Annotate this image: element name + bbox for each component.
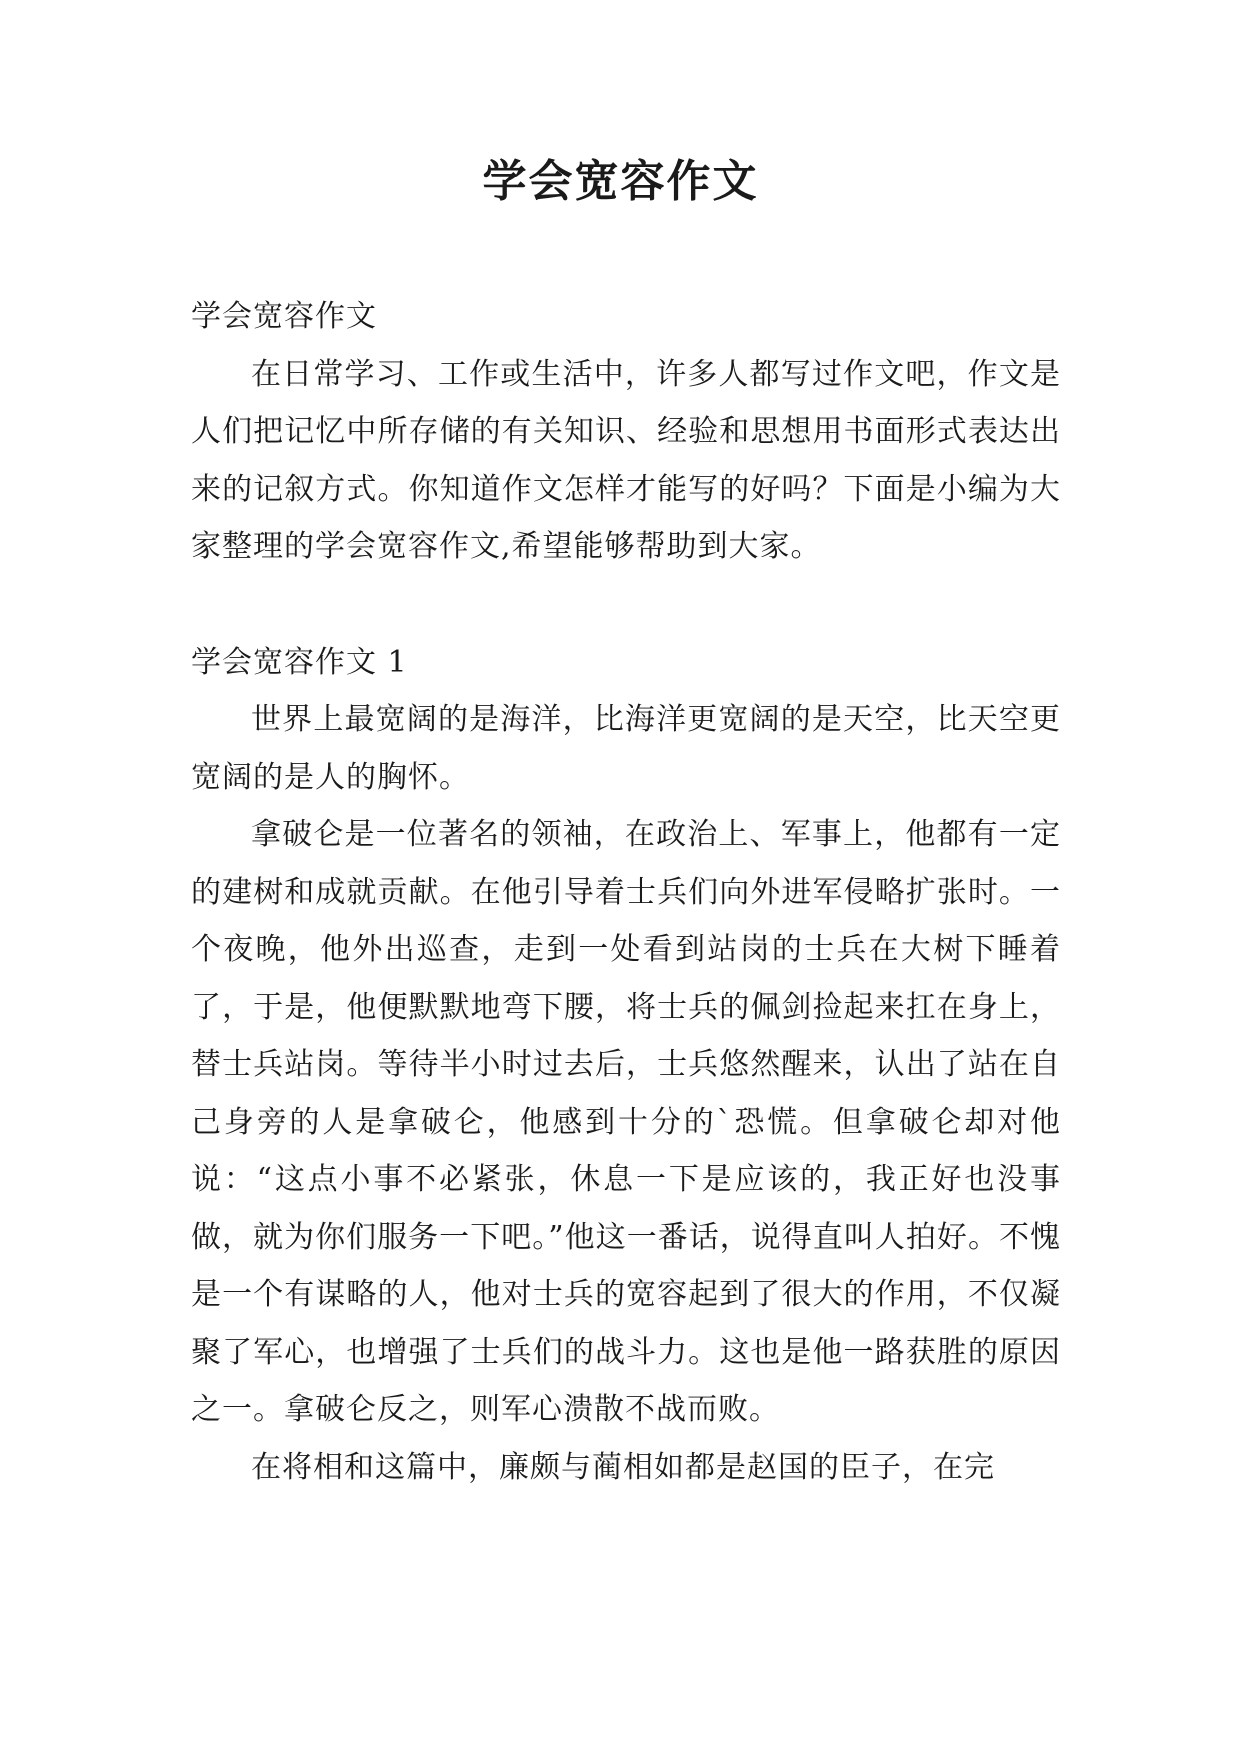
section-heading: 学会宽容作文 1 <box>191 644 408 680</box>
document-title: 学会宽容作文 <box>482 156 759 207</box>
document-body <box>191 288 1061 1496</box>
body-paragraph: 在将相和这篇中，廉颇与蔺相如都是赵国的臣子，在完 <box>251 1449 995 1485</box>
body-paragraph: 拿破仑是一位著名的领袖，在政治上、军事上，他都有一定的建树和成就贡献。在他引导着士兵们向外进军侵略扩张时。一个夜晚，他外出巡查，走到一处看到站岗的士兵在大树下睡着了，于是，他便默默地弯下腰，将士兵的佩剑捡起来扛在身上，替士兵站岗。等待半小时过去后，士兵悠然醒来，认出了站在自己身旁的人是拿破仑，他感到十分的`恐慌。但拿破仑却对他说：“这点小事不必紧张，休息一下是应该的，我正好也没事做，就为你们服务一下吧。”他这一番话，说得直叫人拍好。不愧是一个有谋略的人，他对士兵的宽容起到了很大的作用，不仅凝聚了军心，也增强了士兵们的战斗力。这也是他一路获胜的原因之一。拿破仑反之，则军心溃散不战而败。 <box>191 817 1061 1427</box>
intro-heading: 学会宽容作文 <box>191 299 377 334</box>
body-paragraph: 世界上最宽阔的是海洋，比海洋更宽阔的是天空，比天空更宽阔的是人的胸怀。 <box>191 702 1061 795</box>
section-spacer <box>191 576 1061 634</box>
intro-paragraph: 在日常学习、工作或生活中，许多人都写过作文吧，作文是人们把记忆中所存储的有关知识、经验和思想用书面形式表达出来的记叙方式。你知道作文怎样才能写的好吗？下面是小编为大家整理的学会宽容作文,希望能够帮助到大家。 <box>191 356 1061 564</box>
